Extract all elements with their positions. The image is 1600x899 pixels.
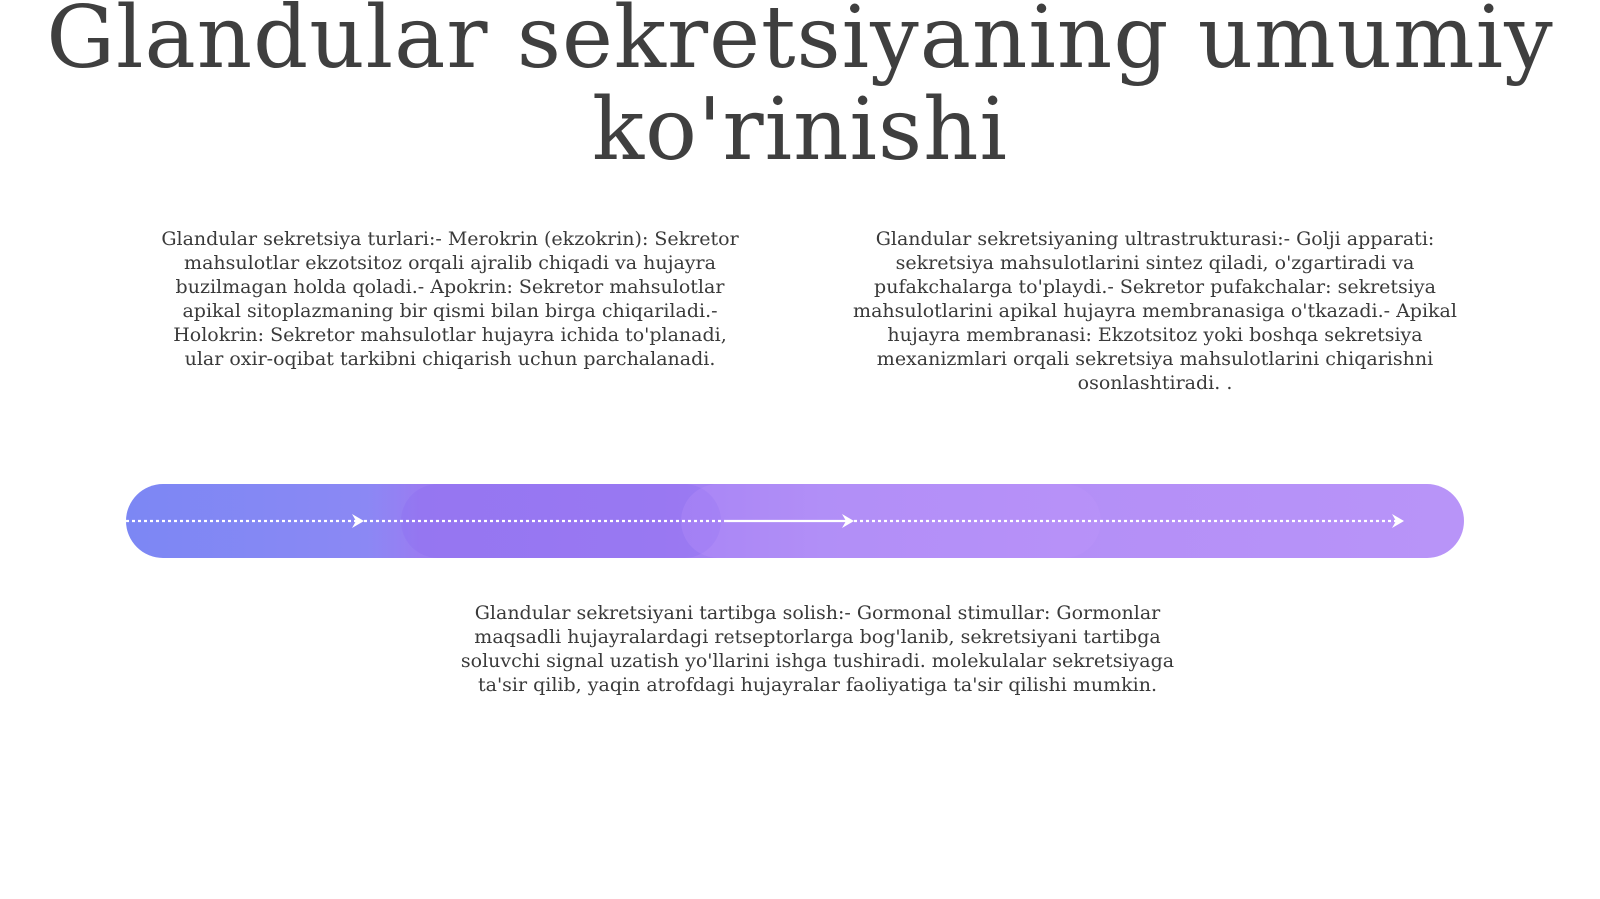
text-block-regulation: Glandular sekretsiyani tartibga solish:- Gormonal stimullar: Gormonlar maqsadli hujayralardagi retseptorlarga bog'lanib, sekretsiyani tartibga soluvchi signal uzatish yo'llarini ishga tushiradi. molekulalar sekretsiyaga ta'sir qilib, yaqin atrofdagi hujayralar faoliyatiga ta'sir qilishi mumkin. [460,602,1175,696]
slide-title: Glandular sekretsiyaning umumiy ko'rinishi [46,0,1554,180]
text-block-secretion-types: Glandular sekretsiya turlari:- Merokrin (ekzokrin): Sekretor mahsulotlar ekzotsitoz orqali ajralib chiqadi va hujayra buzilmagan holda qoladi.- Apokrin: Sekretor mahsulotlar apikal sitoplazmaning bir qismi bilan birga chiqariladi.- Holokrin: Sekretor mahsulotlar hujayra ichida to'planadi, ular oxir-oqibat tarkibni chiqarish uchun parchalanadi. [161,228,739,370]
arrow-right-icon [1392,514,1404,528]
text-block-ultrastructure: Glandular sekretsiyaning ultrastrukturasi:- Golji apparati: sekretsiya mahsulotlarini sintez qiladi, o'zgartiradi va pufakchalarga to'playdi.- Sekretor pufakchalar: sekretsiya mahsulotlarini apikal hujayra membranasiga o'tkazadi.- Apikal hujayra membranasi: Ekzotsitoz yoki boshqa sekretsiya mexanizmlari orqali sekretsiya mahsulotlarini chiqarishni osonlashtiradi. . [853,228,1457,394]
arrow-right-icon [352,514,364,528]
timeline-arrows [126,484,1464,558]
timeline-bar [126,484,1464,558]
